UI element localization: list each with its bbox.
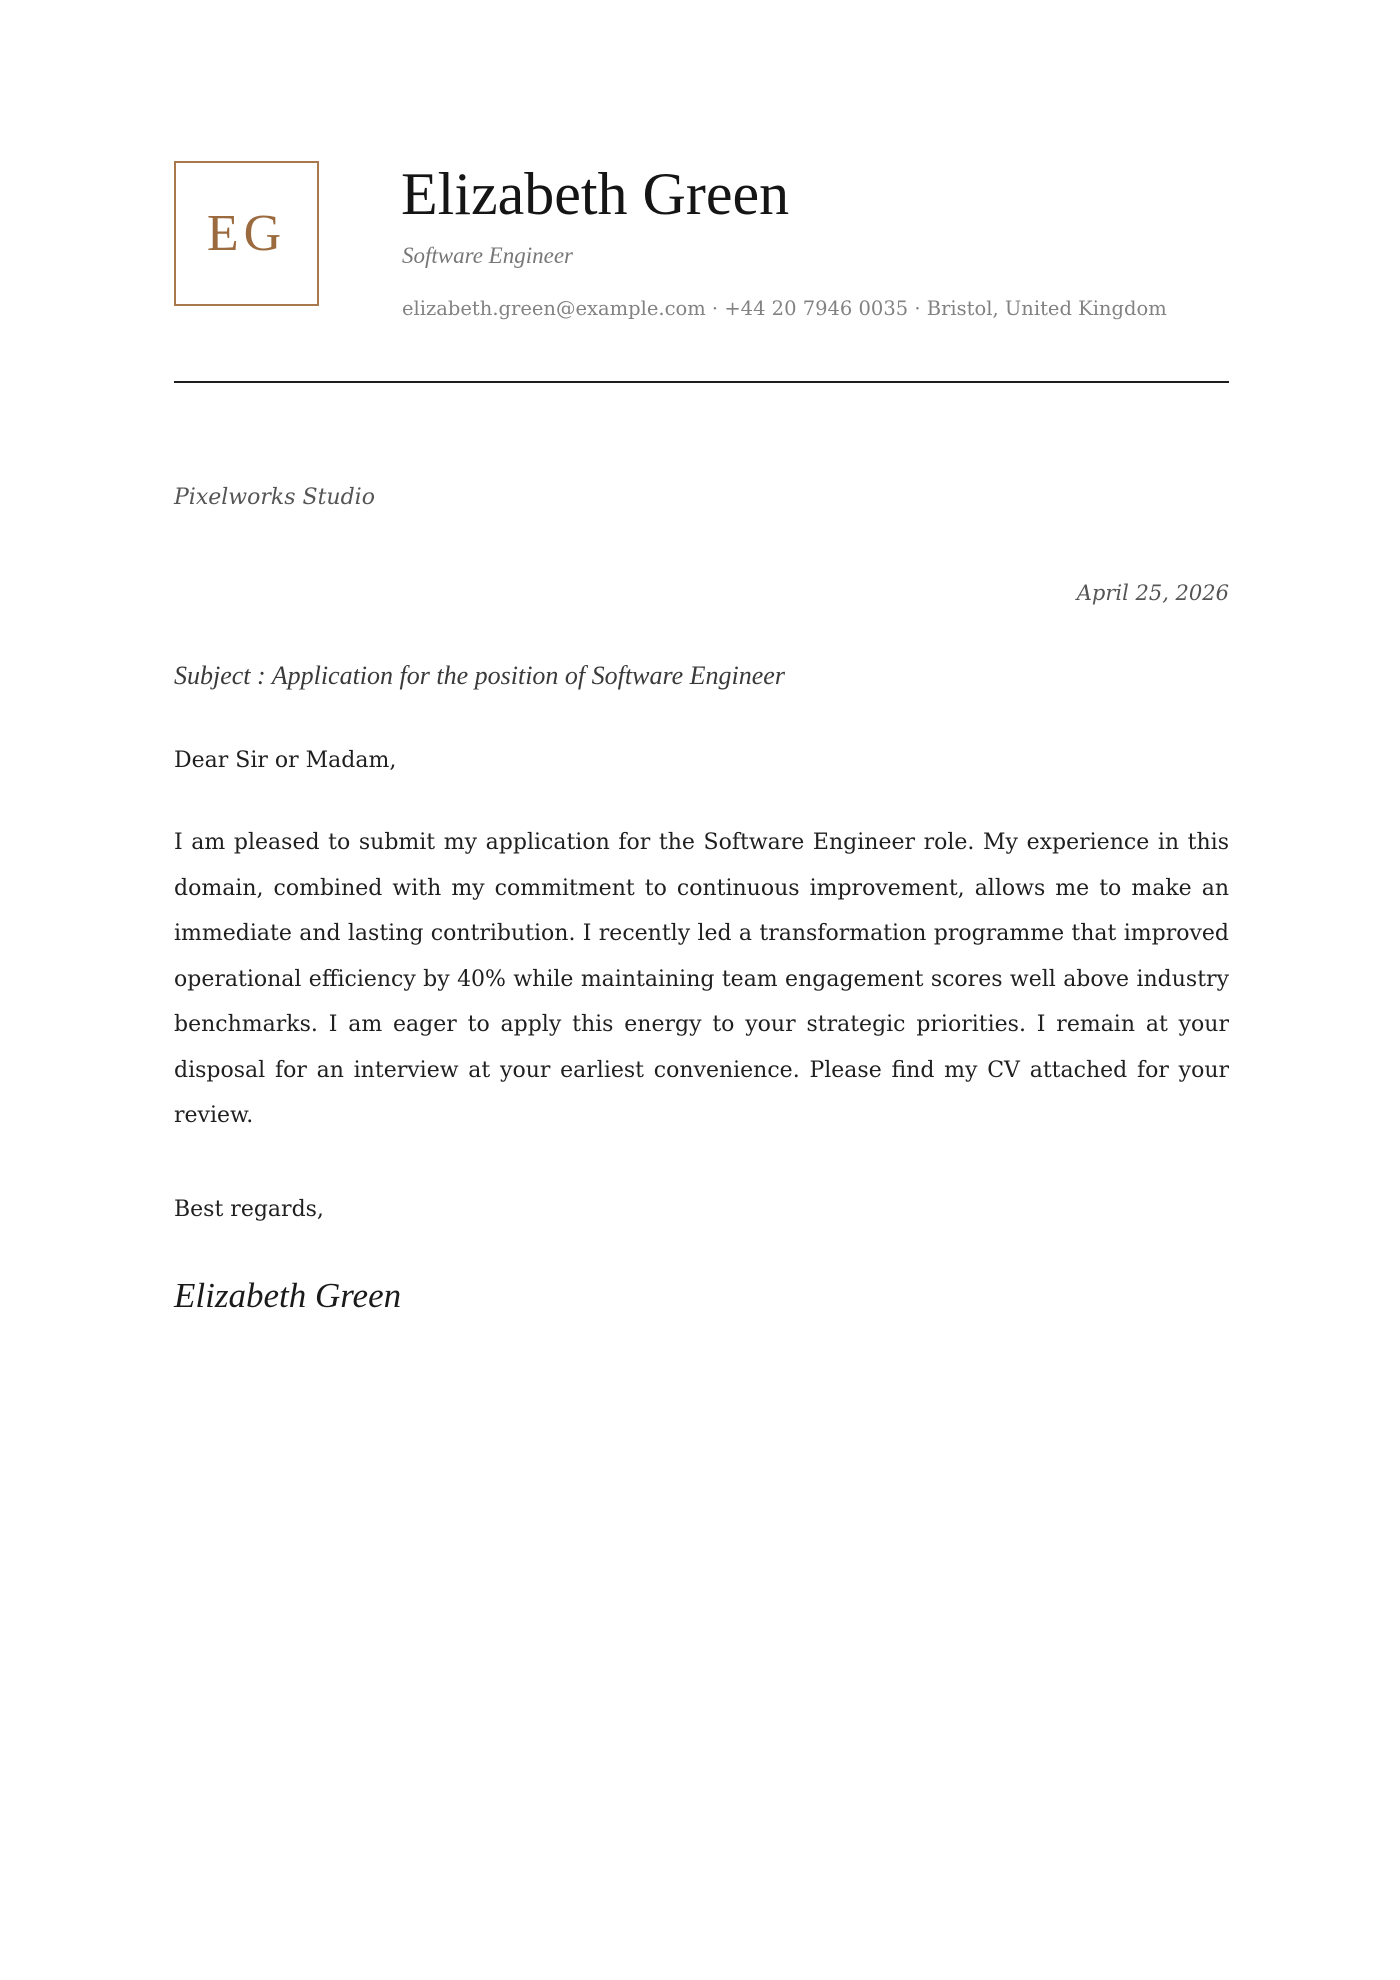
monogram-initials: EG <box>206 205 287 262</box>
letter-closing: Best regards, <box>174 1197 324 1222</box>
letter-subject: Subject : Application for the position of Software Engineer <box>174 661 785 690</box>
letter-body: I am pleased to submit my application for the Software Engineer role. My experience in this domain, combined with my commitment to continuous improvement, allows me to make an immediate and lasting contribution. I recently led a transformation programme that improved operational efficiency by 40% while maintaining team engagement scores well above industry benchmarks. I am eager to apply this energy to your strategic priorities. I remain at your disposal for an interview at your earliest convenience. Please find my CV attached for your review. <box>174 830 1229 1128</box>
letter-date: April 25, 2026 <box>1076 581 1229 605</box>
header-divider <box>174 381 1229 383</box>
monogram-badge <box>174 161 319 306</box>
letter-signature: Elizabeth Green <box>174 1276 402 1315</box>
applicant-name: Elizabeth Green <box>401 161 790 227</box>
letter-salutation: Dear Sir or Madam, <box>174 748 397 773</box>
applicant-contact-line: elizabeth.green@example.com · +44 20 7946 0035 · Bristol, United Kingdom <box>402 297 1167 320</box>
recipient-company: Pixelworks Studio <box>174 485 375 510</box>
applicant-role: Software Engineer <box>402 243 573 268</box>
